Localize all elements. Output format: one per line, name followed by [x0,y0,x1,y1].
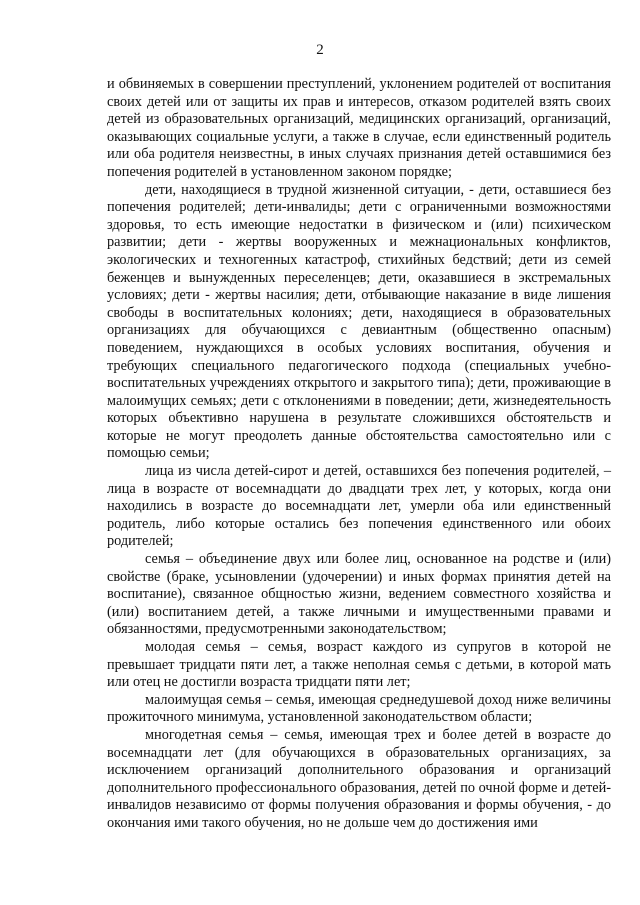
paragraph-orphans-persons: лица из числа детей-сирот и детей, оставшихся без попечения родителей, – лица в возрасте от восемнадцати до двадцати трех лет, у которых, когда они находились в возрасте до восемнадцати лет, умерли оба или единственный родитель, либо которые остались без попечения единственного или обоих родителей; [107,463,611,550]
page-number: 2 [316,42,324,58]
paragraph-family: семья – объединение двух или более лиц, основанное на родстве и (или) свойстве (браке, усыновлении (удочерении) и иных формах принятия детей на воспитание), связанное общностью жизни, ведением совместного хозяйства и (или) воспитанием детей, а также личными и имущественными правами и обязанностями, предусмотренными законодательством; [107,551,611,638]
document-body [107,76,611,833]
paragraph-large-family: многодетная семья – семья, имеющая трех и более детей в возрасте до восемнадцати лет (для обучающихся в образовательных организациях, за исключением организаций дополнительного образования и организаций дополнительного профессионального образования, детей по очной форме и детей-инвалидов независимо от формы получения образования и формы обучения, - до окончания ими такого обучения, но не дольше чем до достижения ими [107,726,611,831]
paragraph-children-difficult-situation: дети, находящиеся в трудной жизненной ситуации, - дети, оставшиеся без попечения родителей; дети-инвалиды; дети с ограниченными возможностями здоровья, то есть имеющие недостатки в физическом и (или) психическом развитии; дети - жертвы вооруженных и межнациональных конфликтов, экологических и техногенных катастроф, стихийных бедствий; дети из семей беженцев и вынужденных переселенцев; дети, оказавшиеся в экстремальных условиях; дети - жертвы насилия; дети, отбывающие наказание в виде лишения свободы в воспитательных колониях; дети, находящиеся в образовательных организациях для обучающихся с девиантным (общественно опасным) поведением, нуждающихся в особых условиях воспитания, обучения и требующих специального педагогического подхода (специальных учебно-воспитательных учреждениях открытого и закрытого типа); дети, проживающие в малоимущих семьях; дети с отклонениями в поведении; дети, жизнедеятельность которых объективно нарушена в результате сложившихся обстоятельств и которые не могут преодолеть данные обстоятельства самостоятельно или с помощью семьи; [107,181,611,462]
paragraph-continuation: и обвиняемых в совершении преступлений, уклонением родителей от воспитания своих детей или от защиты их прав и интересов, отказом родителей взять своих детей из образовательных организаций, медицинских организаций, организаций, оказывающих социальные услуги, а также в случае, если единственный родитель или оба родителя неизвестны, в иных случаях признания детей оставшимися без попечения родителей в установленном законом порядке; [107,76,611,180]
paragraph-low-income-family: малоимущая семья – семья, имеющая среднедушевой доход ниже величины прожиточного минимума, установленной законодательством области; [107,691,611,726]
paragraph-young-family: молодая семья – семья, возраст каждого из супругов в которой не превышает тридцати пяти лет, а также неполная семья с детьми, в которой мать или отец не достигли возраста тридцати пяти лет; [107,639,611,691]
